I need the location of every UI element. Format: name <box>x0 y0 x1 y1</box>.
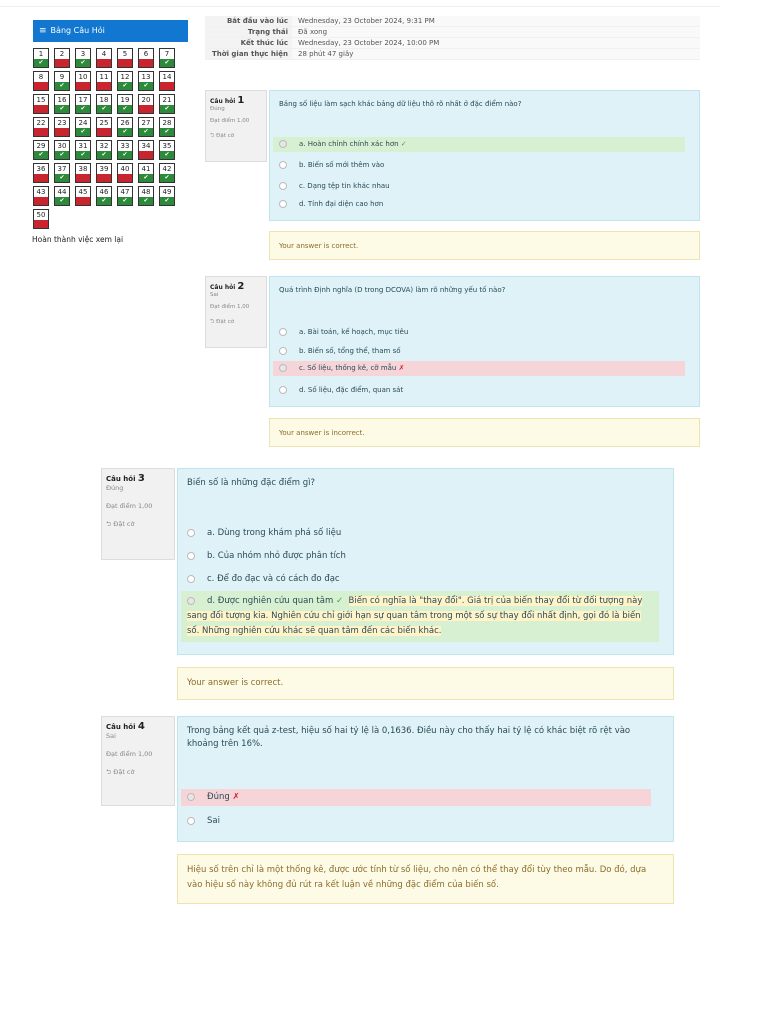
summary-value: Wednesday, 23 October 2024, 10:00 PM <box>292 38 700 48</box>
question-info <box>205 90 267 162</box>
radio-button[interactable] <box>187 552 195 560</box>
summary-row <box>205 16 700 27</box>
question-number: 2 <box>59 50 65 58</box>
question-mark: Đạt điểm 1,00 <box>210 118 250 124</box>
check-icon: ✔ <box>118 128 132 136</box>
answer-option[interactable]: b. Biến số mới thêm vào <box>273 158 685 173</box>
question-number: 2 <box>237 281 245 292</box>
flag-icon: ⮌ <box>210 319 215 325</box>
check-icon: ✓ <box>400 140 407 148</box>
nav-question-button[interactable] <box>75 140 91 160</box>
status-bar <box>34 105 48 113</box>
check-icon: ✔ <box>118 105 132 113</box>
status-bar <box>34 82 48 90</box>
answer-option[interactable]: b. Biến số, tổng thể, tham số <box>273 344 685 359</box>
nav-question-button[interactable] <box>75 94 91 114</box>
nav-question-button[interactable] <box>54 163 70 183</box>
flag-icon: ⮌ <box>210 133 215 139</box>
check-icon: ✔ <box>76 59 90 67</box>
summary-row <box>205 27 700 38</box>
status-bar <box>34 174 48 182</box>
radio-button[interactable] <box>279 161 287 169</box>
status-bar <box>76 82 90 90</box>
check-icon: ✔ <box>160 105 174 113</box>
nav-question-button[interactable] <box>159 94 175 114</box>
nav-question-button[interactable] <box>96 117 112 137</box>
nav-header <box>33 20 188 42</box>
question-number: 48 <box>141 188 151 196</box>
flag-icon: ⮌ <box>106 768 112 776</box>
answer-option[interactable]: Đúng ✗ <box>181 789 651 806</box>
question-info <box>101 716 175 806</box>
question-number: 1 <box>38 50 44 58</box>
check-icon: ✔ <box>160 174 174 182</box>
question-number: 29 <box>36 142 46 150</box>
attempt-summary <box>205 16 700 60</box>
radio-button[interactable] <box>187 817 195 825</box>
nav-question-button[interactable] <box>117 186 133 206</box>
status-bar <box>160 82 174 90</box>
nav-question-button[interactable] <box>96 163 112 183</box>
nav-question-button[interactable] <box>33 163 49 183</box>
answer-option[interactable]: d. Tính đại diện cao hơn <box>273 197 685 212</box>
question-content <box>269 90 700 221</box>
check-icon: ✔ <box>160 151 174 159</box>
check-icon: ✔ <box>55 174 69 182</box>
nav-question-button[interactable] <box>33 117 49 137</box>
check-icon: ✔ <box>34 151 48 159</box>
summary-row <box>205 38 700 49</box>
check-icon: ✔ <box>55 151 69 159</box>
question-label: Câu hỏi <box>106 475 136 483</box>
check-icon: ✔ <box>55 197 69 205</box>
question-number: 20 <box>141 96 151 104</box>
summary-value: 28 phút 47 giây <box>292 49 700 59</box>
flag-question[interactable]: ⮌ Đặt cờ <box>106 768 135 776</box>
feedback-box: Hiệu số trên chỉ là một thống kê, được ước tính từ số liệu, cho nên có thể thay đổi tùy theo mẫu. Do đó, dựa vào hiệu số này không đủ rút ra kết luận về những đặc điểm của biến số. <box>177 854 674 904</box>
question-number: 8 <box>38 73 44 81</box>
status-bar <box>97 59 111 67</box>
nav-question-button[interactable] <box>138 71 154 91</box>
nav-question-button[interactable] <box>54 140 70 160</box>
check-icon: ✔ <box>139 82 153 90</box>
nav-question-button[interactable] <box>159 163 175 183</box>
check-icon: ✔ <box>55 105 69 113</box>
summary-row <box>205 49 700 60</box>
question-text: Bảng số liệu làm sạch khác bảng dữ liệu thô rõ nhất ở đặc điểm nào? <box>279 100 522 108</box>
question-number: 6 <box>143 50 149 58</box>
nav-title: Bảng Câu Hỏi <box>50 26 105 35</box>
nav-question-button[interactable] <box>138 94 154 114</box>
status-bar <box>55 128 69 136</box>
check-icon: ✓ <box>335 596 344 606</box>
nav-question-button[interactable] <box>117 94 133 114</box>
question-number: 4 <box>137 721 145 732</box>
status-bar <box>76 197 90 205</box>
radio-button[interactable] <box>279 347 287 355</box>
radio-button[interactable] <box>279 386 287 394</box>
question-number: 12 <box>120 73 130 81</box>
question-number: 46 <box>99 188 109 196</box>
flag-question[interactable]: ⮌ Đặt cờ <box>210 319 235 325</box>
radio-button[interactable] <box>279 140 287 148</box>
radio-button[interactable] <box>187 575 195 583</box>
question-number: 19 <box>120 96 130 104</box>
question-number: 3 <box>80 50 86 58</box>
nav-question-button[interactable] <box>96 48 112 68</box>
flag-question[interactable]: ⮌ Đặt cờ <box>106 520 135 528</box>
question-number: 11 <box>99 73 109 81</box>
question-text: Trong bảng kết quả z-test, hiệu số hai tỷ lệ là 0,1636. Điều này cho thấy hai tỷ lệ có khác biệt rõ rệt vào khoảng trên 16%. <box>187 726 631 750</box>
question-state: Đúng <box>210 106 225 112</box>
question-state: Đúng <box>106 484 124 492</box>
question-number: 10 <box>78 73 88 81</box>
question-text: Biến số là những đặc điểm gì? <box>187 478 315 488</box>
nav-question-button[interactable] <box>138 163 154 183</box>
status-bar <box>97 82 111 90</box>
nav-question-button[interactable] <box>138 48 154 68</box>
hamburger-icon: ≡ <box>39 26 47 36</box>
status-bar <box>139 59 153 67</box>
question-number: 24 <box>78 119 88 127</box>
nav-question-button[interactable] <box>75 71 91 91</box>
nav-question-button[interactable] <box>33 209 49 229</box>
check-icon: ✔ <box>55 82 69 90</box>
question-number: 39 <box>99 165 109 173</box>
question-content <box>177 716 674 842</box>
top-divider <box>0 6 720 7</box>
radio-button[interactable] <box>279 182 287 190</box>
status-bar <box>118 59 132 67</box>
radio-button[interactable] <box>187 529 195 537</box>
question-number: 1 <box>237 95 245 106</box>
question-number: 4 <box>101 50 107 58</box>
question-number: 3 <box>137 473 145 484</box>
nav-question-button[interactable] <box>33 140 49 160</box>
question-label: Câu hỏi <box>106 723 136 731</box>
question-number: 17 <box>78 96 88 104</box>
nav-question-button[interactable] <box>96 186 112 206</box>
nav-question-button[interactable] <box>33 48 49 68</box>
question-number: 45 <box>78 188 88 196</box>
status-bar <box>139 151 153 159</box>
question-number: 15 <box>36 96 46 104</box>
question-info <box>205 276 267 348</box>
status-bar <box>139 105 153 113</box>
question-state: Sai <box>210 292 219 298</box>
check-icon: ✔ <box>139 174 153 182</box>
nav-question-button[interactable] <box>159 71 175 91</box>
check-icon: ✔ <box>160 59 174 67</box>
answer-option[interactable]: a. Bài toán, kế hoạch, mục tiêu <box>273 325 685 340</box>
question-number: 35 <box>162 142 172 150</box>
radio-button[interactable] <box>279 200 287 208</box>
question-number: 5 <box>122 50 128 58</box>
nav-question-button[interactable] <box>54 48 70 68</box>
question-number: 23 <box>57 119 67 127</box>
question-mark: Đạt điểm 1,00 <box>210 304 250 310</box>
question-number: 42 <box>162 165 172 173</box>
summary-label: Trạng thái <box>205 27 292 37</box>
question-number: 37 <box>57 165 67 173</box>
feedback-box: Your answer is correct. <box>269 231 700 260</box>
check-icon: ✔ <box>160 197 174 205</box>
nav-question-button[interactable] <box>138 186 154 206</box>
answer-option[interactable]: Sai <box>181 813 659 830</box>
nav-question-button[interactable] <box>117 140 133 160</box>
question-number: 38 <box>78 165 88 173</box>
nav-question-button[interactable] <box>159 48 175 68</box>
status-bar <box>55 59 69 67</box>
nav-question-button[interactable] <box>54 186 70 206</box>
answer-option[interactable]: b. Của nhóm nhỏ được phân tích <box>181 548 659 565</box>
status-bar <box>34 220 48 228</box>
radio-button[interactable] <box>279 364 287 372</box>
question-number: 31 <box>78 142 88 150</box>
nav-question-button[interactable] <box>138 117 154 137</box>
question-number: 26 <box>120 119 130 127</box>
nav-question-button[interactable] <box>117 117 133 137</box>
status-bar <box>97 128 111 136</box>
feedback-box: Your answer is incorrect. <box>269 418 700 447</box>
nav-question-button[interactable] <box>96 71 112 91</box>
nav-question-button[interactable] <box>96 140 112 160</box>
status-bar <box>76 174 90 182</box>
question-number: 18 <box>99 96 109 104</box>
nav-question-button[interactable] <box>117 163 133 183</box>
check-icon: ✔ <box>76 128 90 136</box>
question-content <box>177 468 674 655</box>
question-number: 7 <box>164 50 170 58</box>
answer-option[interactable]: a. Hoàn chỉnh chính xác hơn ✓ <box>273 137 685 152</box>
summary-label: Thời gian thực hiện <box>205 49 292 59</box>
question-mark: Đạt điểm 1,00 <box>106 502 153 510</box>
nav-question-button[interactable] <box>33 94 49 114</box>
question-number: 40 <box>120 165 130 173</box>
check-icon: ✔ <box>97 151 111 159</box>
feedback-box: Your answer is correct. <box>177 667 674 700</box>
nav-question-button[interactable] <box>75 117 91 137</box>
question-number: 43 <box>36 188 46 196</box>
answer-option[interactable]: d. Được nghiên cứu quan tâm ✓ Biến có nghĩa là "thay đổi". Giá trị của biến thay đổi từ đối tượng này sang đối tượng kia. Nghiên cứu chỉ giới hạn sự quan tâm trong một số sự thay đổi nhất định, gọi đó là biến số. Những nghiên cứu khác sẽ quan tâm đến các biến khác. <box>181 591 659 642</box>
nav-question-button[interactable] <box>138 140 154 160</box>
nav-question-button[interactable] <box>75 48 91 68</box>
radio-button[interactable] <box>187 793 195 801</box>
nav-question-button[interactable] <box>33 186 49 206</box>
question-grid <box>33 48 183 232</box>
question-number: 41 <box>141 165 151 173</box>
nav-question-button[interactable] <box>96 94 112 114</box>
flag-question[interactable]: ⮌ Đặt cờ <box>210 133 235 139</box>
status-bar <box>34 128 48 136</box>
nav-question-button[interactable] <box>75 186 91 206</box>
flag-icon: ⮌ <box>106 520 112 528</box>
status-bar <box>34 197 48 205</box>
question-content <box>269 276 700 407</box>
check-icon: ✔ <box>34 59 48 67</box>
question-state: Sai <box>106 732 116 740</box>
question-number: 50 <box>36 211 46 219</box>
summary-value: Wednesday, 23 October 2024, 9:31 PM <box>292 16 700 26</box>
question-text: Quá trình Định nghĩa (D trong DCOVA) làm rõ những yếu tố nào? <box>279 286 506 294</box>
cross-icon: ✗ <box>232 792 240 802</box>
check-icon: ✔ <box>118 197 132 205</box>
answer-option[interactable]: c. Để đo đạc và có cách đo đạc <box>181 571 659 588</box>
radio-button[interactable] <box>187 597 195 605</box>
radio-button[interactable] <box>279 328 287 336</box>
nav-question-button[interactable] <box>54 94 70 114</box>
summary-value: Đã xong <box>292 27 700 37</box>
question-number: 9 <box>59 73 65 81</box>
status-bar <box>118 174 132 182</box>
status-bar <box>97 174 111 182</box>
question-number: 49 <box>162 188 172 196</box>
specific-feedback: Biến có nghĩa là "thay đổi". Giá trị của biến thay đổi từ đối tượng này sang đối tượng kia. Nghiên cứu chỉ giới hạn sự quan tâm trong một số sự thay đổi nhất định, gọi đó là biến số. Những nghiên cứu khác sẽ quan tâm đến các biến khác. <box>187 596 643 636</box>
question-number: 34 <box>141 142 151 150</box>
question-number: 47 <box>120 188 130 196</box>
question-mark: Đạt điểm 1,00 <box>106 750 153 758</box>
check-icon: ✔ <box>139 197 153 205</box>
finish-review-link[interactable]: Hoàn thành việc xem lại <box>32 235 124 244</box>
nav-question-button[interactable] <box>159 186 175 206</box>
question-number: 22 <box>36 119 46 127</box>
quiz-navigation <box>33 20 188 244</box>
question-number: 33 <box>120 142 130 150</box>
question-number: 13 <box>141 73 151 81</box>
question-number: 14 <box>162 73 172 81</box>
question-number: 32 <box>99 142 109 150</box>
answer-option[interactable]: a. Dùng trong khám phá số liệu <box>181 525 659 542</box>
check-icon: ✔ <box>160 128 174 136</box>
question-number: 16 <box>57 96 67 104</box>
answer-option[interactable]: d. Số liệu, đặc điểm, quan sát <box>273 383 685 398</box>
question-info <box>101 468 175 560</box>
nav-question-button[interactable] <box>117 48 133 68</box>
nav-question-button[interactable] <box>54 71 70 91</box>
check-icon: ✔ <box>118 82 132 90</box>
nav-question-button[interactable] <box>117 71 133 91</box>
check-icon: ✔ <box>118 151 132 159</box>
question-label: Câu hỏi <box>210 98 236 105</box>
summary-label: Kết thúc lúc <box>205 38 292 48</box>
nav-question-button[interactable] <box>75 163 91 183</box>
summary-label: Bắt đầu vào lúc <box>205 16 292 26</box>
nav-question-button[interactable] <box>33 71 49 91</box>
nav-question-button[interactable] <box>159 140 175 160</box>
question-number: 30 <box>57 142 67 150</box>
question-number: 44 <box>57 188 67 196</box>
nav-question-button[interactable] <box>54 117 70 137</box>
answer-option[interactable]: c. Dạng tệp tin khác nhau <box>273 179 685 194</box>
answer-option[interactable]: c. Số liệu, thống kê, cỡ mẫu ✗ <box>273 361 685 376</box>
question-number: 28 <box>162 119 172 127</box>
check-icon: ✔ <box>76 105 90 113</box>
question-label: Câu hỏi <box>210 284 236 291</box>
cross-icon: ✗ <box>398 364 405 372</box>
question-number: 36 <box>36 165 46 173</box>
check-icon: ✔ <box>97 197 111 205</box>
nav-question-button[interactable] <box>159 117 175 137</box>
question-number: 27 <box>141 119 151 127</box>
check-icon: ✔ <box>97 105 111 113</box>
question-number: 25 <box>99 119 109 127</box>
question-number: 21 <box>162 96 172 104</box>
check-icon: ✔ <box>76 151 90 159</box>
check-icon: ✔ <box>139 128 153 136</box>
